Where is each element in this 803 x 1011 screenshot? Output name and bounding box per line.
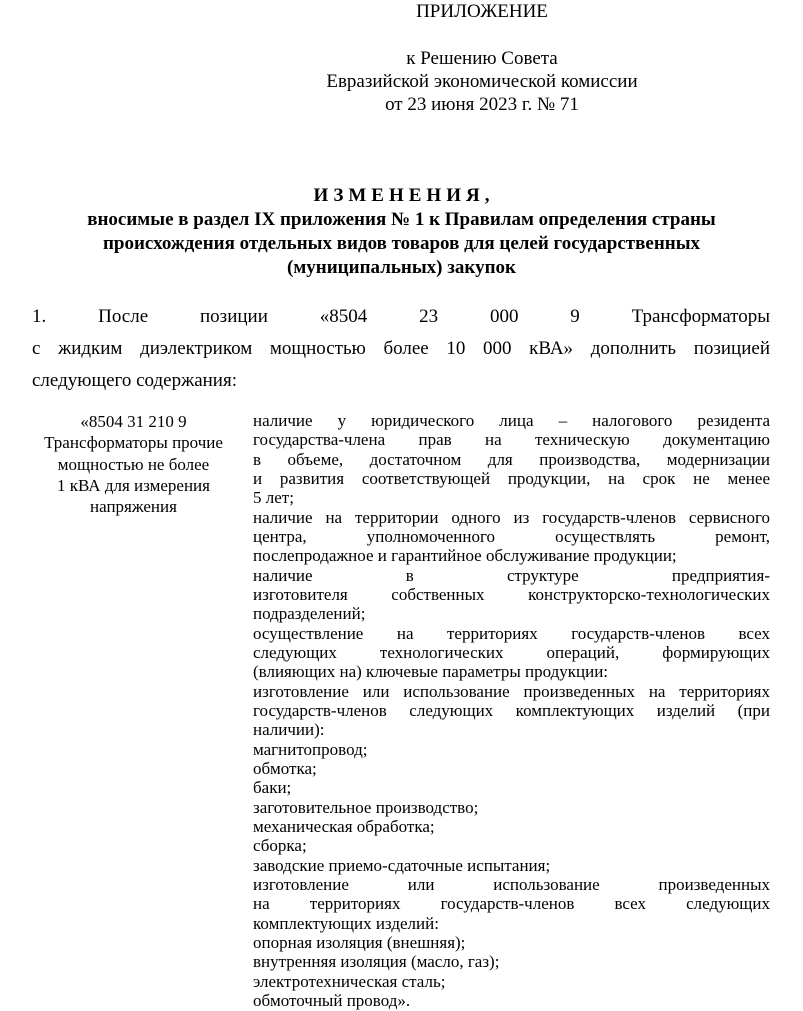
code-line: «8504 31 210 9 — [80, 412, 187, 431]
code-column — [27, 411, 240, 1010]
condition-line: механическая обработка; — [253, 816, 435, 836]
condition-line: осуществление на территориях государств-членов всех — [253, 623, 770, 643]
condition-line: изготовление или использование произведенных — [253, 874, 770, 894]
condition-line: наличие в структуре предприятия- — [253, 565, 770, 585]
condition-line: заготовительное производство; — [253, 797, 479, 817]
condition-line: наличии): — [253, 720, 325, 740]
condition-line: центра, уполномоченного осуществлять ремонт, — [253, 526, 770, 546]
condition-line: баки; — [253, 778, 292, 798]
condition-line: государства-члена прав на техническую документацию — [253, 430, 770, 450]
code-line: 1 кВА для измерения — [57, 475, 210, 495]
code-line: напряжения — [90, 497, 177, 517]
code-line: мощностью не более — [57, 454, 210, 474]
paragraph-1 — [32, 301, 770, 397]
condition-line: магнитопровод; — [253, 739, 368, 759]
changes-title-head: ИЗМЕНЕНИЯ, — [313, 185, 495, 206]
condition-line: следующих технологических операций, формирующих — [253, 642, 770, 662]
changes-title-lines — [0, 208, 803, 280]
condition-line: опорная изоляция (внешняя); — [253, 932, 466, 952]
condition-line: изготовление или использование произведенных на территориях — [253, 681, 770, 701]
condition-line: сборка; — [253, 836, 307, 856]
condition-line: на территориях государств-членов всех следующих — [253, 894, 770, 914]
paragraph-line: с жидким диэлектриком мощностью более 10 000 кВА» дополнить позицией — [32, 338, 770, 359]
condition-line: наличие у юридического лица – налогового резидента — [253, 411, 770, 430]
code-line: Трансформаторы прочие — [44, 433, 223, 453]
paragraph-line: 1. После позиции «8504 23 000 9 Трансформаторы — [32, 306, 770, 327]
changes-title — [0, 184, 803, 280]
decision-reference — [304, 47, 660, 116]
condition-line: и развития соответствующей продукции, на срок не менее — [253, 468, 770, 488]
condition-line: заводские приемо-сдаточные испытания; — [253, 855, 551, 875]
condition-line: обмотка; — [253, 758, 317, 778]
condition-line: комплектующих изделий: — [253, 913, 439, 933]
condition-line: послепродажное и гарантийное обслуживание продукции; — [253, 546, 677, 566]
appendix-header — [304, 0, 660, 116]
changes-title-line: (муниципальных) закупок — [287, 257, 516, 278]
reference-line: к Решению Совета — [406, 48, 558, 69]
condition-line: обмоточный провод». — [253, 990, 411, 1010]
paragraph-line: следующего содержания: — [32, 370, 237, 391]
changes-title-line: вносимые в раздел IX приложения № 1 к Правилам определения страны — [87, 209, 716, 230]
condition-line: в объеме, достаточном для производства, модернизации — [253, 449, 770, 469]
condition-line: наличие на территории одного из государств-членов сервисного — [253, 507, 770, 527]
condition-line: (влияющих на) ключевые параметры продукции: — [253, 662, 609, 682]
changes-title-line: происхождения отдельных видов товаров для целей государственных — [102, 233, 701, 254]
condition-line: внутренняя изоляция (масло, газ); — [253, 952, 500, 972]
condition-line: 5 лет; — [253, 488, 294, 508]
condition-line: электротехническая сталь; — [253, 971, 446, 991]
condition-line: государств-членов следующих комплектующих изделий (при — [253, 700, 770, 720]
reference-line: Евразийской экономической комиссии — [326, 71, 638, 92]
position-table — [27, 411, 770, 1010]
condition-line: изготовителя собственных конструкторско-технологических — [253, 584, 770, 604]
reference-line: от 23 июня 2023 г. № 71 — [385, 94, 579, 115]
conditions-column — [253, 411, 770, 1010]
condition-line: подразделений; — [253, 604, 366, 624]
appendix-label: ПРИЛОЖЕНИЕ — [416, 1, 548, 22]
